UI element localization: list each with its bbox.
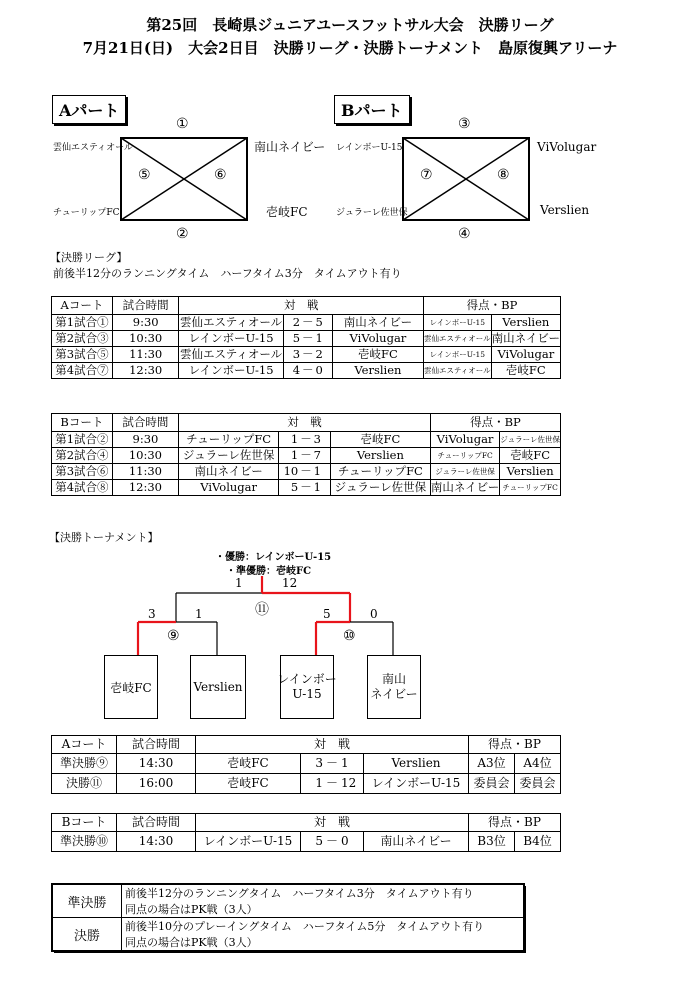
- points-team-2: Verslien: [500, 464, 561, 480]
- table-row: [52, 774, 561, 794]
- match-time: 11:30: [112, 464, 178, 480]
- points-header: 得点・BP: [430, 414, 560, 432]
- table-row: [52, 754, 561, 774]
- match-header: 対 戦: [196, 814, 469, 832]
- score-dash: －: [302, 363, 314, 377]
- points-team-2: A4位: [515, 754, 561, 774]
- score-dash: －: [302, 331, 314, 345]
- home-score: 1: [301, 774, 324, 794]
- away-team: Verslien: [364, 754, 469, 774]
- away-team: チューリップFC: [330, 464, 430, 480]
- points-team-2: ジュラーレ佐世保: [500, 432, 561, 448]
- points-team-1: A3位: [469, 754, 515, 774]
- away-score: 7: [314, 448, 331, 464]
- away-score: 1: [341, 754, 364, 774]
- part-b-right-num: ⑧: [497, 167, 510, 183]
- part-b-top-right-team: ViVolugar: [537, 140, 597, 154]
- away-score: 1: [316, 331, 333, 347]
- time-header: 試合時間: [117, 736, 196, 754]
- court-header: Bコート: [52, 814, 117, 832]
- home-score: 2: [283, 315, 300, 331]
- points-team-1: 雲仙エスティオール: [424, 363, 492, 379]
- home-team: 雲仙エスティオール: [180, 315, 283, 329]
- match-id: 第4試合⑦: [52, 363, 113, 379]
- match-time: 14:30: [117, 832, 196, 852]
- points-header: 得点・BP: [469, 814, 561, 832]
- match-id: 準決勝⑩: [52, 832, 117, 852]
- away-score: 2: [316, 347, 333, 363]
- semi1-match-num: ⑨: [167, 628, 180, 644]
- away-team: ジュラーレ佐世保: [330, 480, 430, 496]
- rules-text: [122, 885, 524, 918]
- knockout-b-table: [51, 813, 561, 852]
- match-time: 11:30: [112, 347, 179, 363]
- score-dash: －: [323, 832, 341, 852]
- match-time: 9:30: [112, 432, 178, 448]
- part-b-left-num: ⑦: [420, 167, 433, 183]
- match-time: 14:30: [117, 754, 196, 774]
- part-a-left-num: ⑤: [138, 167, 151, 183]
- rules-label: 決勝: [53, 918, 122, 951]
- home-team: チューリップFC: [179, 432, 279, 448]
- score-dash: －: [300, 480, 312, 494]
- points-team-2: 委員会: [515, 774, 561, 794]
- rules-line: 同点の場合はPK戦（3人）: [125, 903, 258, 916]
- home-team: 壱岐FC: [196, 754, 301, 774]
- home-team: レインボーU-15: [179, 331, 283, 347]
- part-a-top-left-team: 雲仙エスティオール: [53, 143, 133, 153]
- team-box: 壱岐FC: [104, 655, 158, 719]
- part-a-top-right-team: 南山ネイビー: [254, 140, 326, 154]
- score-dash: －: [300, 464, 312, 478]
- home-team: ViVolugar: [179, 480, 279, 496]
- final-score-right: 12: [282, 576, 298, 590]
- home-score: 1: [279, 448, 299, 464]
- points-team-2: ViVolugar: [491, 347, 560, 363]
- team-box: 南山 ネイビー: [367, 655, 421, 719]
- home-score: 3: [301, 754, 324, 774]
- away-score: 1: [314, 464, 331, 480]
- points-team-1: ジュラーレ佐世保: [430, 464, 499, 480]
- away-team: 南山ネイビー: [332, 315, 423, 331]
- away-team: 壱岐FC: [330, 432, 430, 448]
- score-dash: －: [323, 754, 341, 774]
- part-a-bottom-num: ②: [176, 226, 189, 242]
- home-score: 1: [279, 432, 299, 448]
- away-team: 壱岐FC: [332, 347, 423, 363]
- match-time: 10:30: [112, 448, 178, 464]
- away-team: 南山ネイビー: [364, 832, 469, 852]
- points-team-2: B4位: [515, 832, 561, 852]
- court-header: Aコート: [52, 736, 117, 754]
- rules-table: [52, 884, 524, 951]
- time-header: 試合時間: [112, 297, 179, 315]
- semi2-score-left: 5: [323, 607, 331, 621]
- points-header: 得点・BP: [469, 736, 561, 754]
- part-a-right-num: ⑥: [214, 167, 227, 183]
- points-team-1: 南山ネイビー: [430, 480, 500, 494]
- points-team-2: 壱岐FC: [491, 363, 560, 379]
- part-b-bottom-num: ④: [458, 226, 471, 242]
- rules-line: 同点の場合はPK戦（3人）: [125, 936, 258, 949]
- score-dash: －: [302, 347, 314, 361]
- away-score: 3: [314, 432, 331, 448]
- match-time: 9:30: [112, 315, 179, 331]
- match-id: 準決勝⑨: [52, 754, 117, 774]
- away-score: 12: [341, 774, 364, 794]
- away-score: 0: [316, 363, 333, 379]
- match-id: 決勝⑪: [52, 774, 117, 794]
- rules-label: 準決勝: [53, 885, 122, 918]
- league-rule: 前後半12分のランニングタイム ハーフタイム3分 タイムアウト有り: [53, 267, 402, 280]
- part-a-label: Aパート: [52, 95, 126, 124]
- match-header: 対 戦: [179, 414, 431, 432]
- home-score: 5: [283, 331, 300, 347]
- page-subtitle: 7月21日(日) 大会2日目 決勝リーグ・決勝トーナメント 島原復興アリーナ: [82, 39, 618, 57]
- home-score: 4: [283, 363, 300, 379]
- match-time: 12:30: [112, 363, 179, 379]
- match-time: 16:00: [117, 774, 196, 794]
- page-title: 第25回 長崎県ジュニアユースフットサル大会 決勝リーグ: [146, 16, 554, 34]
- team-box: レインボー U-15: [280, 655, 334, 719]
- match-id: 第2試合④: [52, 448, 113, 464]
- knockout-a-table: [51, 735, 561, 794]
- points-team-1: B3位: [469, 832, 515, 852]
- away-team: Verslien: [330, 448, 430, 464]
- match-header: 対 戦: [179, 297, 424, 315]
- table-row: [52, 832, 561, 852]
- away-score: 5: [316, 315, 333, 331]
- score-dash: －: [300, 432, 312, 446]
- home-team: レインボーU-15: [196, 832, 301, 852]
- points-team-2: 壱岐FC: [500, 448, 561, 464]
- part-b-top-num: ③: [458, 116, 471, 132]
- part-a-bottom-right-team: 壱岐FC: [266, 205, 308, 219]
- score-dash: －: [302, 315, 314, 329]
- time-header: 試合時間: [112, 414, 178, 432]
- score-dash: －: [300, 448, 312, 462]
- points-header: 得点・BP: [424, 297, 561, 315]
- match-id: 第4試合⑧: [52, 480, 113, 496]
- winner-text: ・優勝：レインボーU-15: [215, 552, 332, 563]
- final-score-left: 1: [235, 576, 243, 590]
- part-b-label: Bパート: [334, 95, 410, 124]
- table-header-row: [52, 814, 561, 832]
- points-team-1: レインボーU-15: [424, 347, 492, 363]
- rules-line: 前後半10分のプレーイングタイム ハーフタイム5分 タイムアウト有り: [125, 920, 485, 933]
- time-header: 試合時間: [117, 814, 196, 832]
- team-box: Verslien: [190, 655, 246, 719]
- points-team-2: 南山ネイビー: [491, 331, 560, 345]
- home-score: 3: [283, 347, 300, 363]
- part-b-bottom-left-team: ジュラーレ佐世保: [336, 208, 408, 218]
- rules-line: 前後半12分のランニングタイム ハーフタイム3分 タイムアウト有り: [125, 887, 474, 900]
- rules-row: [53, 918, 524, 951]
- table-header-row: [52, 736, 561, 754]
- semi1-score-right: 1: [195, 607, 203, 621]
- court-header: Aコート: [52, 297, 113, 315]
- home-team: 南山ネイビー: [179, 464, 279, 480]
- rules-text: [122, 918, 524, 951]
- match-id: 第1試合①: [52, 315, 113, 331]
- rules-row: [53, 885, 524, 918]
- score-dash: －: [323, 774, 341, 794]
- semi2-match-num: ⑩: [343, 628, 356, 644]
- away-team: レインボーU-15: [364, 774, 469, 794]
- final-match-num: ⑪: [255, 602, 269, 618]
- points-team-2: Verslien: [491, 315, 560, 331]
- part-b-bottom-right-team: Verslien: [540, 203, 590, 217]
- runner-up-text: ・準優勝：壱岐FC: [226, 566, 312, 577]
- home-score: 10: [279, 464, 299, 480]
- points-team-1: 雲仙エスティオール: [424, 331, 492, 347]
- home-score: 5: [301, 832, 324, 852]
- part-a-bottom-left-team: チューリップFC: [53, 208, 120, 218]
- away-score: 0: [341, 832, 364, 852]
- home-team: ジュラーレ佐世保: [179, 448, 279, 464]
- match-id: 第2試合③: [52, 331, 113, 347]
- points-team-1: 委員会: [469, 774, 515, 794]
- part-a-top-num: ①: [176, 116, 189, 132]
- match-time: 10:30: [112, 331, 179, 347]
- match-id: 第1試合②: [52, 432, 113, 448]
- home-team: 壱岐FC: [196, 774, 301, 794]
- points-team-1: チューリップFC: [430, 448, 499, 464]
- match-time: 12:30: [112, 480, 178, 496]
- court-header: Bコート: [52, 414, 113, 432]
- league-heading: 【決勝リーグ】: [50, 251, 128, 264]
- match-header: 対 戦: [196, 736, 469, 754]
- away-score: 1: [314, 480, 331, 496]
- away-team: Verslien: [332, 363, 423, 379]
- points-team-1: レインボーU-15: [424, 315, 492, 331]
- points-team-1: ViVolugar: [430, 432, 499, 448]
- semi2-score-right: 0: [370, 607, 378, 621]
- match-id: 第3試合⑤: [52, 347, 113, 363]
- home-team: 雲仙エスティオール: [180, 347, 283, 361]
- part-b-top-left-team: レインボーU-15: [336, 143, 403, 153]
- home-score: 5: [279, 480, 299, 496]
- semi1-score-left: 3: [148, 607, 156, 621]
- points-team-2: チューリップFC: [500, 480, 561, 496]
- home-team: レインボーU-15: [179, 363, 283, 379]
- tournament-heading: 【決勝トーナメント】: [49, 531, 159, 544]
- away-team: ViVolugar: [332, 331, 423, 347]
- match-id: 第3試合⑥: [52, 464, 113, 480]
